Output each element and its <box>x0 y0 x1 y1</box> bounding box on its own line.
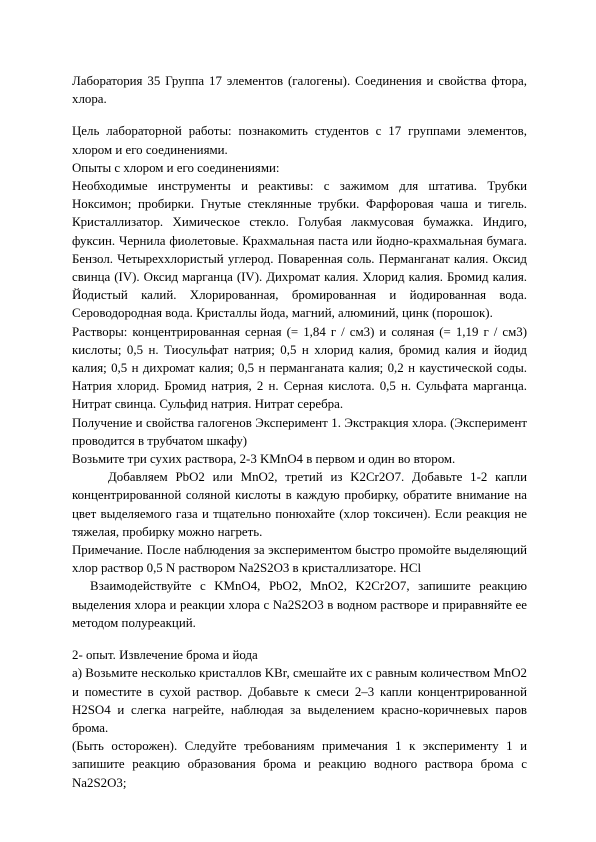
spacer <box>72 632 527 646</box>
spacer <box>72 108 527 122</box>
paragraph-instruments: Необходимые инструменты и реактивы: с зажимом для штатива. Трубки Ноксимон; пробирки. Гнутые стеклянные трубки. Фарфоровая чаша и тигель. Кристаллизатор. Химическое стекло. Голубая лакмусовая бумажка. Индиго, фуксин. Чернила фиолетовые. Крахмальная паста или йодно-крахмальная бумага. Бензол. Четыреххлористый углерод. Поваренная соль. Перманганат калия. Оксид свинца (IV). Оксид марганца (IV). Дихромат калия. Хлорид калия. Бромид калия. Йодистый калий. Хлорированная, бромированная и йодированная вода. Сероводородная вода. Кристаллы йода, магний, алюминий, цинк (порошок). <box>72 179 527 321</box>
paragraph-add-reagents: Добавляем PbO2 или MnO2, третий из K2Cr2O7. Добавьте 1-2 капли концентрированной соляной кислоты в каждую пробирку, обратите внимание на цвет выделяемого газа и тщательно понюхайте (хлор токсичен). Если реакция не тяжелая, пробирку можно нагреть. <box>72 470 527 539</box>
paragraph-interact: Взаимодействуйте с KMnO4, PbO2, MnO2, K2Cr2O7, запишите реакцию выделения хлора и реакции хлора с Na2S2O3 в водном растворе и приравняйте ее методом полуреакций. <box>72 579 527 630</box>
paragraph-experiments-heading: Опыты с хлором и его соединениями: <box>72 160 280 175</box>
paragraph-note: Примечание. После наблюдения за экспериментом быстро промойте выделяющий хлор раствор 0,5 N раствором Na2S2O3 в кристаллизаторе. HCl <box>72 543 527 576</box>
paragraph-purpose: Цель лабораторной работы: познакомить студентов с 17 группами элементов, хлором и его соединениями. <box>72 124 527 157</box>
document-page <box>72 72 527 792</box>
document-title: Лаборатория 35 Группа 17 элементов (галогены). Соединения и свойства фтора, хлора. <box>72 74 527 107</box>
section2-paragraph-a: а) Возьмите несколько кристаллов KBr, смешайте их с равным количеством MnO2 и поместите в сухой раствор. Добавьте к смеси 2–3 капли концентрированной H2SO4 и слегка нагрейте, наблюдая за выделением красно-коричневых паров брома. <box>72 666 527 735</box>
section2-heading: 2- опыт. Извлечение брома и йода <box>72 648 258 663</box>
paragraph-take-three: Возьмите три сухих раствора, 2-3 KMnO4 в первом и один во втором. <box>72 452 456 467</box>
paragraph-solutions: Растворы: концентрированная серная (= 1,84 г / см3) и соляная (= 1,19 г / см3) кислоты; 0,5 н. Тиосульфат натрия; 0,5 н хлорид калия, бромид калия и йодид калия; 0,5 н дихромат калия; 0,5 н перманганата калия; 0,2 н каустической соды. Натрия хлорид. Бромид натрия, 2 н. Серная кислота. 0,5 н. Сульфата марганца. Нитрат свинца. Сульфид натрия. Нитрат серебра. <box>72 324 527 412</box>
paragraph-experiment-1: Получение и свойства галогенов Эксперимент 1. Экстракция хлора. (Эксперимент проводится в трубчатом шкафу) <box>72 415 527 448</box>
section2-paragraph-caution: (Быть осторожен). Следуйте требованиям примечания 1 к эксперименту 1 и запишите реакцию образования брома и реакцию водного раствора брома с Na2S2O3; <box>72 739 527 790</box>
